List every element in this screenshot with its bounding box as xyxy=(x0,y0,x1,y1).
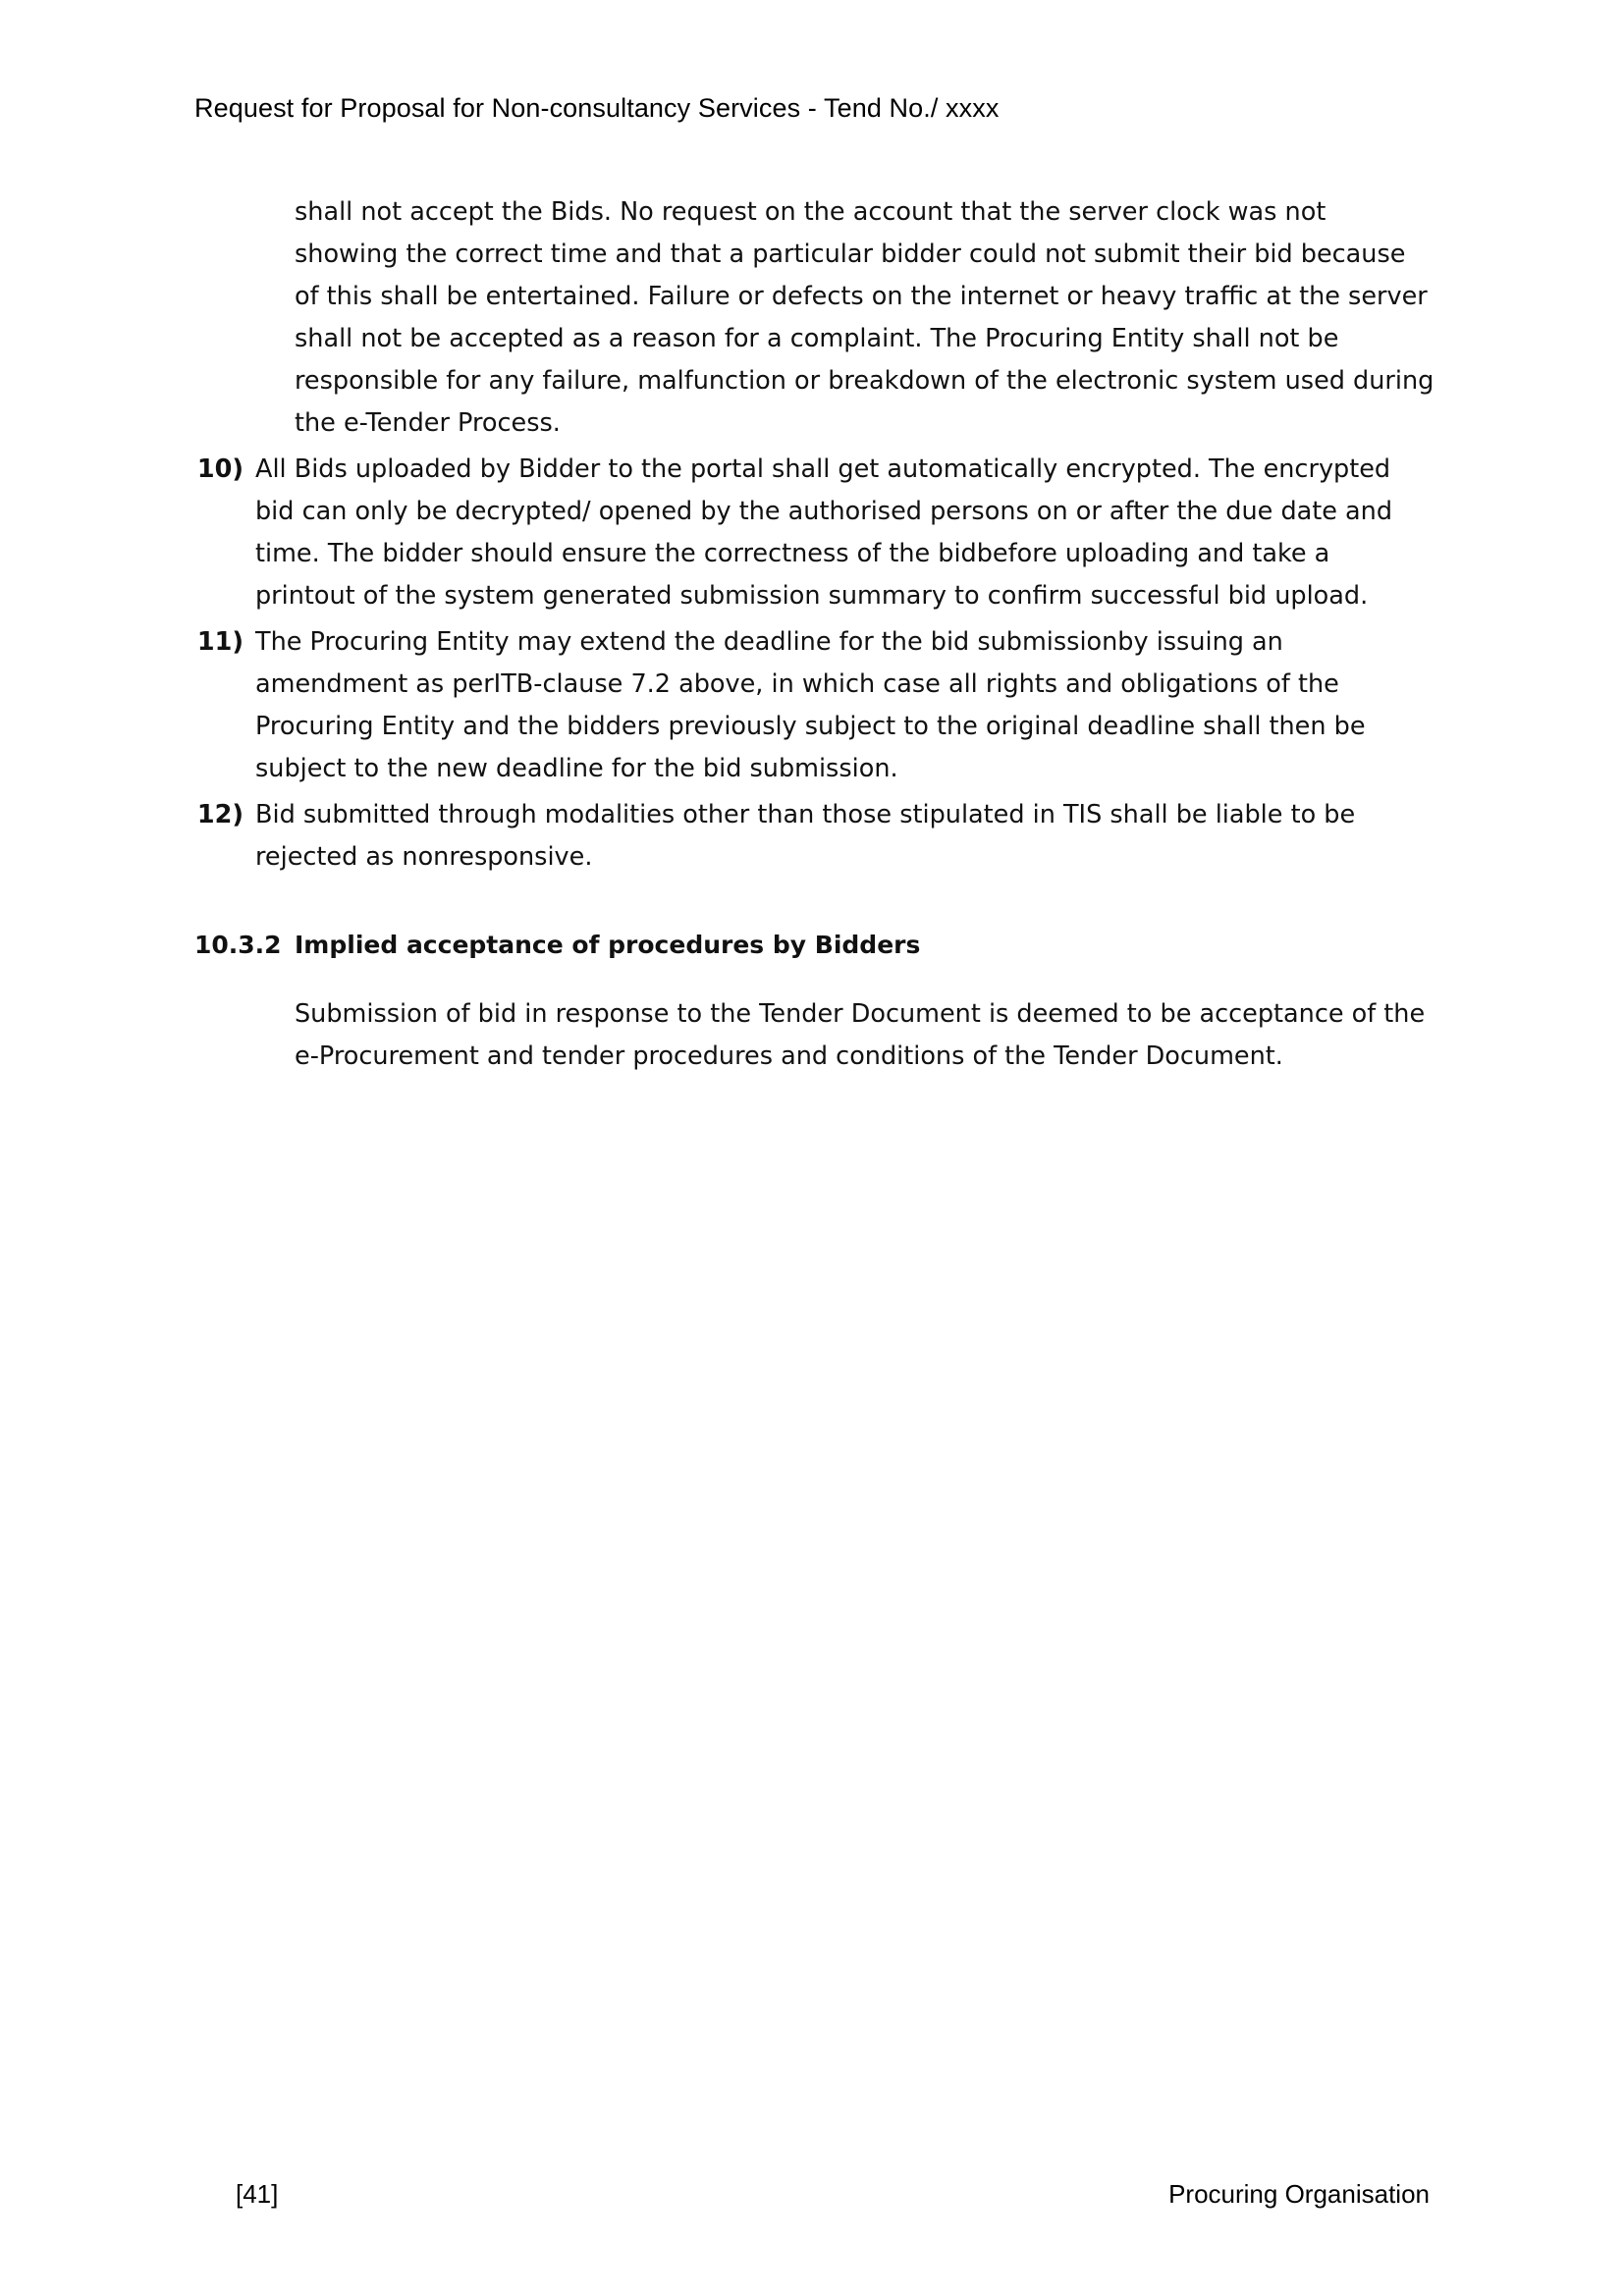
page-header: Request for Proposal for Non-consultancy Services - Tend No./ xxxx xyxy=(194,93,1000,123)
section-body: Submission of bid in response to the Tender Document is deemed to be acceptance of the e-Procurement and tender procedures and conditions of the Tender Document. xyxy=(295,999,1426,1071)
page-footer xyxy=(194,2179,1430,2210)
list-item-text: The Procuring Entity may extend the deadline for the bid submissionby issuing an amendment as perITB-clause 7.2 above, in which case all rights and obligations of the Procuring Entity and the bidders previously subject to the original deadline shall then be subject to the new deadline for the bid submission. xyxy=(255,627,1366,783)
continued-paragraph: shall not accept the Bids. No request on the account that the server clock was not showing the correct time and that a particular bidder could not submit their bid because of this shall be entertained. Failure or defects on the internet or heavy traffic at the server shall not be accepted as a reason for a complaint. The Procuring Entity shall not be responsible for any failure, malfunction or breakdown of the electronic system used during the e-Tender Process. xyxy=(295,197,1435,438)
list-item-text: Bid submitted through modalities other than those stipulated in TIS shall be liable to be rejected as nonresponsive. xyxy=(255,800,1356,872)
list-item-marker: 10) xyxy=(196,454,244,484)
list-item-marker: 12) xyxy=(196,800,244,829)
page-content xyxy=(194,191,1436,1078)
section-number: 10.3.2 xyxy=(194,931,282,959)
numbered-list xyxy=(194,449,1436,879)
list-item xyxy=(194,621,1436,790)
list-item-text: All Bids uploaded by Bidder to the portal shall get automatically encrypted. The encrypted bid can only be decrypted/ opened by the authorised persons on or after the due date and time. The bidder should ensure the correctness of the bidbefore uploading and take a printout of the system generated submission summary to confirm successful bid upload. xyxy=(255,454,1393,611)
footer-organisation: Procuring Organisation xyxy=(1168,2179,1430,2209)
list-item-marker: 11) xyxy=(196,627,244,657)
list-item xyxy=(194,794,1436,879)
list-item xyxy=(194,449,1436,617)
page-number: [41] xyxy=(236,2179,279,2209)
section-title: Implied acceptance of procedures by Bidders xyxy=(295,931,921,959)
section-heading xyxy=(194,924,1436,966)
